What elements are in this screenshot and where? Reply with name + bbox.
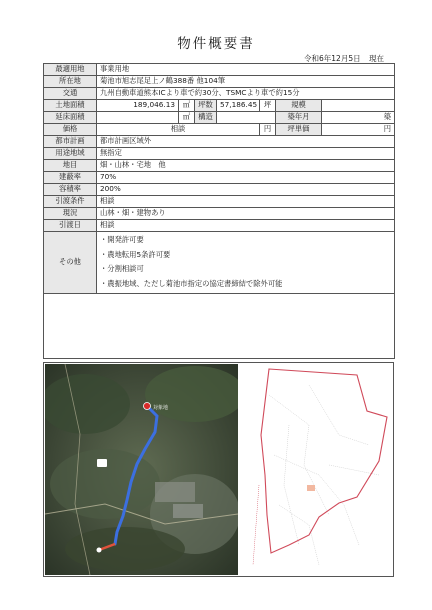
other-item: ・分割相談可 <box>100 264 144 273</box>
label-use: 最適用地 <box>44 64 97 76</box>
row-transport <box>44 88 395 100</box>
row-category <box>44 160 395 172</box>
value-structure <box>217 112 276 124</box>
value-floor-area <box>97 112 179 124</box>
row-handover <box>44 220 395 232</box>
label-land-area: 土地面積 <box>44 100 97 112</box>
label-floor-area: 延床面積 <box>44 112 97 124</box>
date-suffix: 現在 <box>369 54 384 63</box>
row-use <box>44 64 395 76</box>
site-label: 対象地 <box>153 405 169 411</box>
value-city-plan: 都市計画区域外 <box>97 136 395 148</box>
row-price <box>44 124 395 136</box>
label-status: 現況 <box>44 208 97 220</box>
label-address: 所在地 <box>44 76 97 88</box>
document-title: 物件概要書 <box>177 36 255 52</box>
other-item: ・農地転用5条許可要 <box>100 249 171 259</box>
row-zoning <box>44 148 395 160</box>
value-tsubo: 57,186.45 <box>217 100 260 112</box>
unit-land-area: ㎡ <box>179 100 195 112</box>
row-other <box>44 232 395 294</box>
value-transport: 九州自動車道熊本ICより車で約30分、TSMCより車で約15分 <box>97 88 395 100</box>
value-handover: 相談 <box>97 220 395 232</box>
unit-price: 円 <box>260 124 276 136</box>
value-category: 畑・山林・宅地 他 <box>97 160 395 172</box>
start-marker-icon <box>97 548 102 553</box>
label-age: 築年月 <box>276 112 322 124</box>
other-items <box>97 232 395 294</box>
label-zoning: 用途地域 <box>44 148 97 160</box>
row-blank <box>44 294 395 359</box>
row-city-plan <box>44 136 395 148</box>
label-scale: 規模 <box>276 100 322 112</box>
row-far <box>44 184 395 196</box>
unit-tsubo: 坪 <box>260 100 276 112</box>
property-summary-table <box>43 63 395 359</box>
date-value: 令和6年12月5日 <box>304 54 361 63</box>
other-item: ・開発許可要 <box>100 235 144 244</box>
row-conditions <box>44 196 395 208</box>
label-far: 容積率 <box>44 184 97 196</box>
value-land-area: 189,046.13 <box>97 100 179 112</box>
label-price: 価格 <box>44 124 97 136</box>
row-bcr <box>44 172 395 184</box>
label-structure: 構造 <box>195 112 217 124</box>
value-conditions: 相談 <box>97 196 395 208</box>
label-category: 地目 <box>44 160 97 172</box>
other-item: ・農振地域、ただし菊池市指定の協定書締結で除外可能 <box>100 278 283 288</box>
label-tsubo: 坪数 <box>195 100 217 112</box>
unit-unit-price: 円 <box>322 124 395 136</box>
value-zoning: 無指定 <box>97 148 395 160</box>
label-other: その他 <box>44 232 97 294</box>
unit-age: 築 <box>322 112 395 124</box>
value-address: 菊池市旭志尾足上ノ鶴388番 他104筆 <box>97 76 395 88</box>
row-land-area <box>44 100 395 112</box>
label-bcr: 建蔽率 <box>44 172 97 184</box>
value-status: 山林・畑・建物あり <box>97 208 395 220</box>
aerial-map <box>45 364 238 575</box>
highlight-area <box>307 485 315 491</box>
map-panel <box>43 362 394 577</box>
label-conditions: 引渡条件 <box>44 196 97 208</box>
row-status <box>44 208 395 220</box>
blank-area <box>44 294 395 359</box>
label-city-plan: 都市計画 <box>44 136 97 148</box>
row-address <box>44 76 395 88</box>
row-floor-area <box>44 112 395 124</box>
label-transport: 交通 <box>44 88 97 100</box>
info-icon <box>97 459 107 467</box>
destination-pin-icon <box>144 403 151 410</box>
parcel-plan-map <box>249 365 393 575</box>
value-scale <box>322 100 395 112</box>
value-use: 事業用地 <box>97 64 395 76</box>
label-unit-price: 坪単価 <box>276 124 322 136</box>
value-bcr: 70% <box>97 172 395 184</box>
label-handover: 引渡日 <box>44 220 97 232</box>
unit-floor-area: ㎡ <box>179 112 195 124</box>
value-price: 相談 <box>97 124 260 136</box>
value-far: 200% <box>97 184 395 196</box>
